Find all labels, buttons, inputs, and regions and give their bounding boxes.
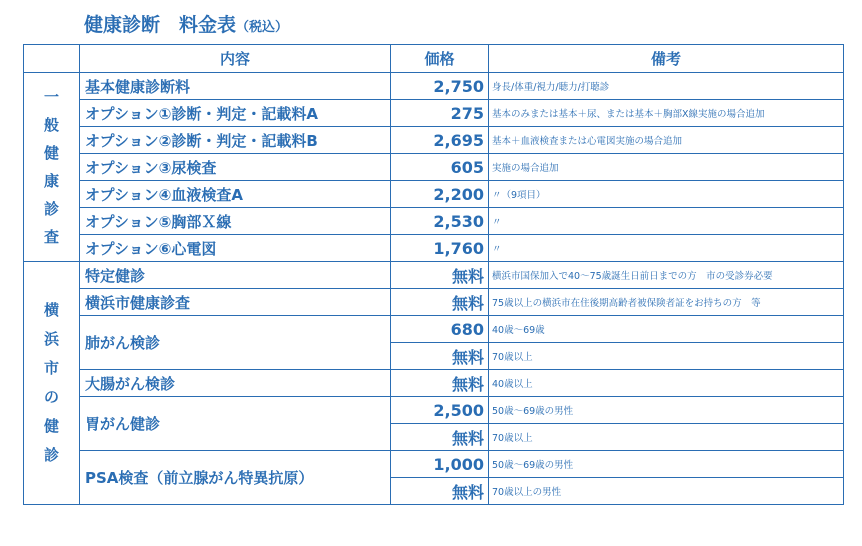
item-note: 40歳以上: [489, 370, 844, 397]
item-price: 1,760: [391, 235, 489, 262]
item-price: 2,530: [391, 208, 489, 235]
item-price: 275: [391, 100, 489, 127]
item-name: 基本健康診断料: [80, 73, 391, 100]
item-note: 基本＋血液検査または心電図実施の場合追加: [489, 127, 844, 154]
item-note: 70歳以上: [489, 424, 844, 451]
table-row: [24, 127, 844, 154]
title-main: 健康診断 料金表: [84, 14, 237, 36]
table-row: [24, 154, 844, 181]
item-name: 肺がん検診: [80, 316, 391, 370]
item-note: 〃（9項目）: [489, 181, 844, 208]
item-price: 無料: [391, 370, 489, 397]
item-price: 無料: [391, 424, 489, 451]
item-name: 大腸がん検診: [80, 370, 391, 397]
item-note: 50歳～69歳の男性: [489, 451, 844, 478]
item-price: 2,750: [391, 73, 489, 100]
item-name: 胃がん健診: [80, 397, 391, 451]
item-note: 75歳以上の横浜市在住後期高齢者被保険者証をお持ちの方 等: [489, 289, 844, 316]
item-name: オプション⑥心電図: [80, 235, 391, 262]
header-price: 価格: [391, 45, 489, 73]
item-name: オプション④血液検査A: [80, 181, 391, 208]
item-note: 実施の場合追加: [489, 154, 844, 181]
item-name: PSA検査（前立腺がん特異抗原）: [80, 451, 391, 505]
section-label-general: 一 般 健 康 診 査: [24, 73, 80, 262]
item-note: 身長/体重/視力/聴力/打聴診: [489, 73, 844, 100]
item-note: 〃: [489, 235, 844, 262]
table-row: [24, 370, 844, 397]
page-title: [84, 10, 288, 37]
item-note: 50歳～69歳の男性: [489, 397, 844, 424]
item-price: 無料: [391, 262, 489, 289]
table-row: [24, 181, 844, 208]
item-name: オプション①診断・判定・記載料A: [80, 100, 391, 127]
table-row: [24, 100, 844, 127]
item-note: 40歳～69歳: [489, 316, 844, 343]
table-row: [24, 289, 844, 316]
item-price: 1,000: [391, 451, 489, 478]
header-note: 備考: [489, 45, 844, 73]
item-price: 無料: [391, 343, 489, 370]
table-row: [24, 451, 844, 478]
item-price: 無料: [391, 289, 489, 316]
item-name: 特定健診: [80, 262, 391, 289]
item-note: 70歳以上の男性: [489, 478, 844, 505]
table-row: [24, 73, 844, 100]
price-table: [23, 44, 844, 505]
item-note: 70歳以上: [489, 343, 844, 370]
item-price: 2,695: [391, 127, 489, 154]
table-row: [24, 397, 844, 424]
item-price: 680: [391, 316, 489, 343]
header-content: 内容: [80, 45, 391, 73]
header-corner: [24, 45, 80, 73]
header-row: [24, 45, 844, 73]
item-price: 2,500: [391, 397, 489, 424]
item-name: オプション②診断・判定・記載料B: [80, 127, 391, 154]
item-name: オプション③尿検査: [80, 154, 391, 181]
item-price: 2,200: [391, 181, 489, 208]
item-note: 横浜市国保加入で40～75歳誕生日前日までの方 市の受診券必要: [489, 262, 844, 289]
table-row: [24, 208, 844, 235]
item-name: 横浜市健康診査: [80, 289, 391, 316]
table-row: [24, 262, 844, 289]
table-row: [24, 316, 844, 343]
item-name: オプション⑤胸部Ｘ線: [80, 208, 391, 235]
item-note: 〃: [489, 208, 844, 235]
title-tax-note: （税込）: [236, 20, 289, 35]
section-label-yokohama: 横 浜 市 の 健 診: [24, 262, 80, 505]
item-note: 基本のみまたは基本＋尿、または基本＋胸部X線実施の場合追加: [489, 100, 844, 127]
table-row: [24, 235, 844, 262]
item-price: 605: [391, 154, 489, 181]
item-price: 無料: [391, 478, 489, 505]
